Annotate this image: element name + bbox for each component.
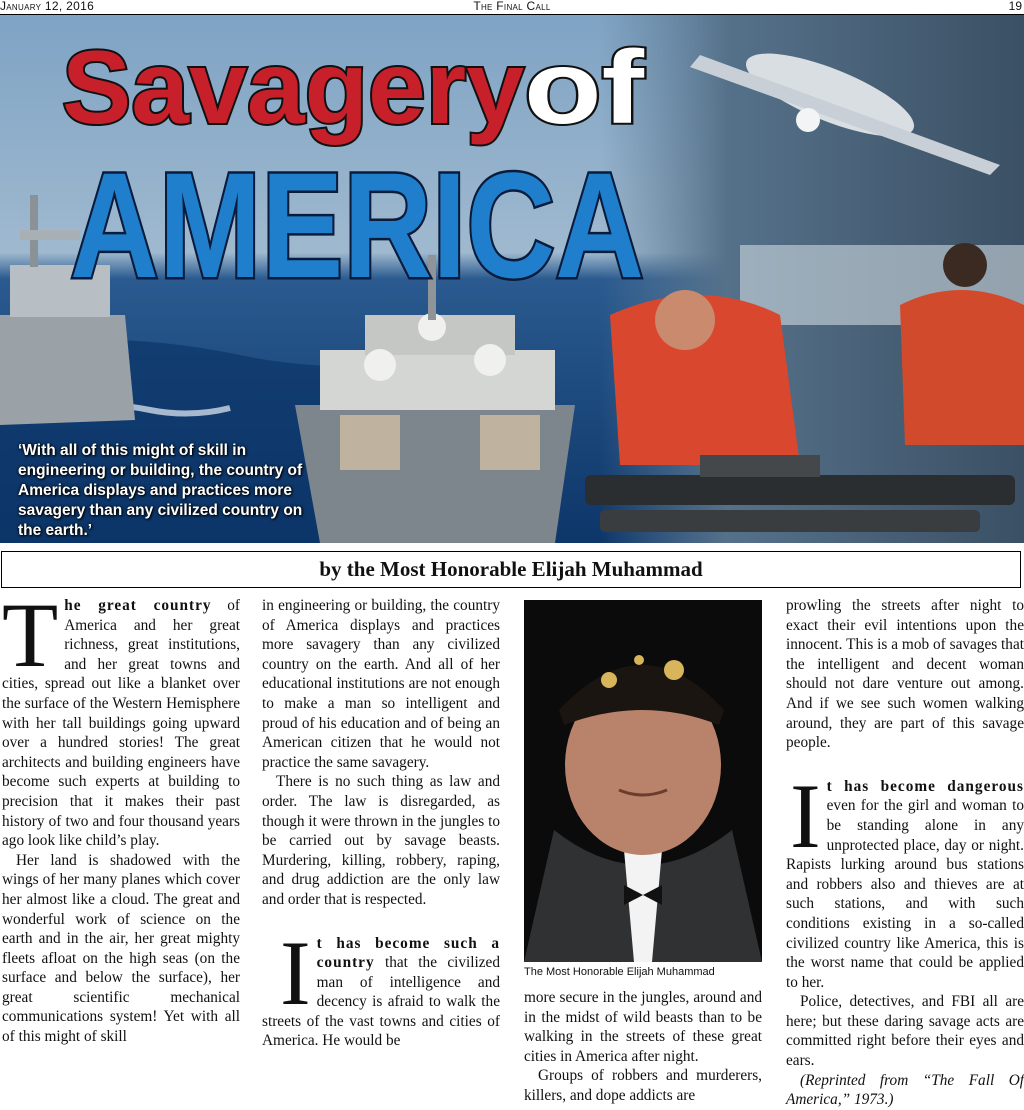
paragraph: Groups of robbers and murderers, killers, and dope addicts are — [524, 1067, 762, 1104]
drop-cap: I — [280, 921, 311, 1024]
lead-in-text: t has become such a country — [316, 934, 500, 972]
page-header — [0, 0, 1024, 15]
paragraph — [786, 764, 1024, 993]
article-column-4 — [786, 596, 1024, 1110]
headline-word-of: of — [524, 30, 645, 146]
paragraph: more secure in the jungles, around and in the midst of wild beasts than to be walking in the streets of these great cities in America after night. — [524, 989, 762, 1065]
paragraph-text: of America and her great richness, great institutions, and her great towns and cities, spread out like a blanket over the surface of the Western Hemisphere with her tall buildings going upward over a hundred stories! The great architects and building engineers have become such experts at building to precision that it makes their past history of two and four thousand years ago look like child’s play. — [2, 597, 240, 850]
paragraph: prowling the streets after night to exact their evil intentions upon the innocent. This is a mob of savages that the intelligent and decent woman should not dare venture out among. And if we see such women walking around, they are part of this savage people. — [786, 597, 1024, 752]
article-column-3 — [524, 988, 762, 1106]
page-number: 19 — [1008, 0, 1022, 13]
article-byline: by the Most Honorable Elijah Muhammad — [1, 551, 1021, 588]
publication-name: The Final Call — [473, 0, 551, 13]
author-portrait-illustration — [524, 600, 762, 962]
article-column-2 — [262, 596, 500, 1051]
paragraph: There is no such thing as law and order. The law is disregarded, as though it were thrown in the jungles to be carried out by savage beasts. Murdering, killing, robbery, raping, and drug addiction are the only law and order that is respected. — [262, 773, 500, 908]
drop-cap: I — [790, 764, 821, 867]
paragraph: Her land is shadowed with the wings of her many planes which cover her almost like a cloud. The great and wonderful work of science on the earth and in the air, her great mighty fleets afloat on the high seas (on the surface and below the surface), her great scientific mechanical communications system! Yet with all of this might of skill — [2, 851, 240, 1046]
photo-caption: The Most Honorable Elijah Muhammad — [524, 966, 715, 978]
paragraph-text: that the civilized man of intelligence and decency is afraid to walk the streets of the vast towns and cities of America. He would be — [262, 954, 500, 1050]
reprint-note: (Reprinted from “The Fall Of America,” 1973.) — [786, 1071, 1024, 1109]
hero-banner — [0, 15, 1024, 543]
paragraph-text: even for the girl and woman to be standing alone in any unprotected place, day or night. Rapists lurking around bus stations and robbers also and thieves are at such stations, and with such conditions existing in a so-called civilized country like America, this is the worst name that could be applied to her. — [786, 797, 1024, 991]
pull-quote-caption: ‘With all of this might of skill in engineering or building, the country of America displays and practices more savagery than any civilized country on the earth.’ — [18, 442, 303, 539]
paragraph — [2, 584, 240, 851]
paragraph: in engineering or building, the country of America displays and practices more savagery than any civilized country on the earth. And all of her educational institutions are not enough to make a man so intelligent and proud of his education and of being an American citizen that he would not practice the same savagery. — [262, 597, 500, 771]
paragraph — [262, 921, 500, 1052]
headline — [62, 30, 644, 309]
issue-date: January 12, 2016 — [0, 0, 95, 13]
drop-cap: T — [2, 584, 59, 686]
lead-in-text: he great country — [64, 597, 212, 614]
author-photo — [524, 600, 762, 962]
lead-in-text: t has become dangerous — [826, 777, 1024, 795]
headline-word-america: AMERICA — [70, 141, 644, 309]
paragraph: Police, detectives, and FBI all are here; but these daring savage acts are committed right before their eyes and ears. — [786, 993, 1024, 1070]
headline-word-savagery: Savagery — [62, 30, 525, 146]
article-column-1 — [2, 584, 240, 1047]
